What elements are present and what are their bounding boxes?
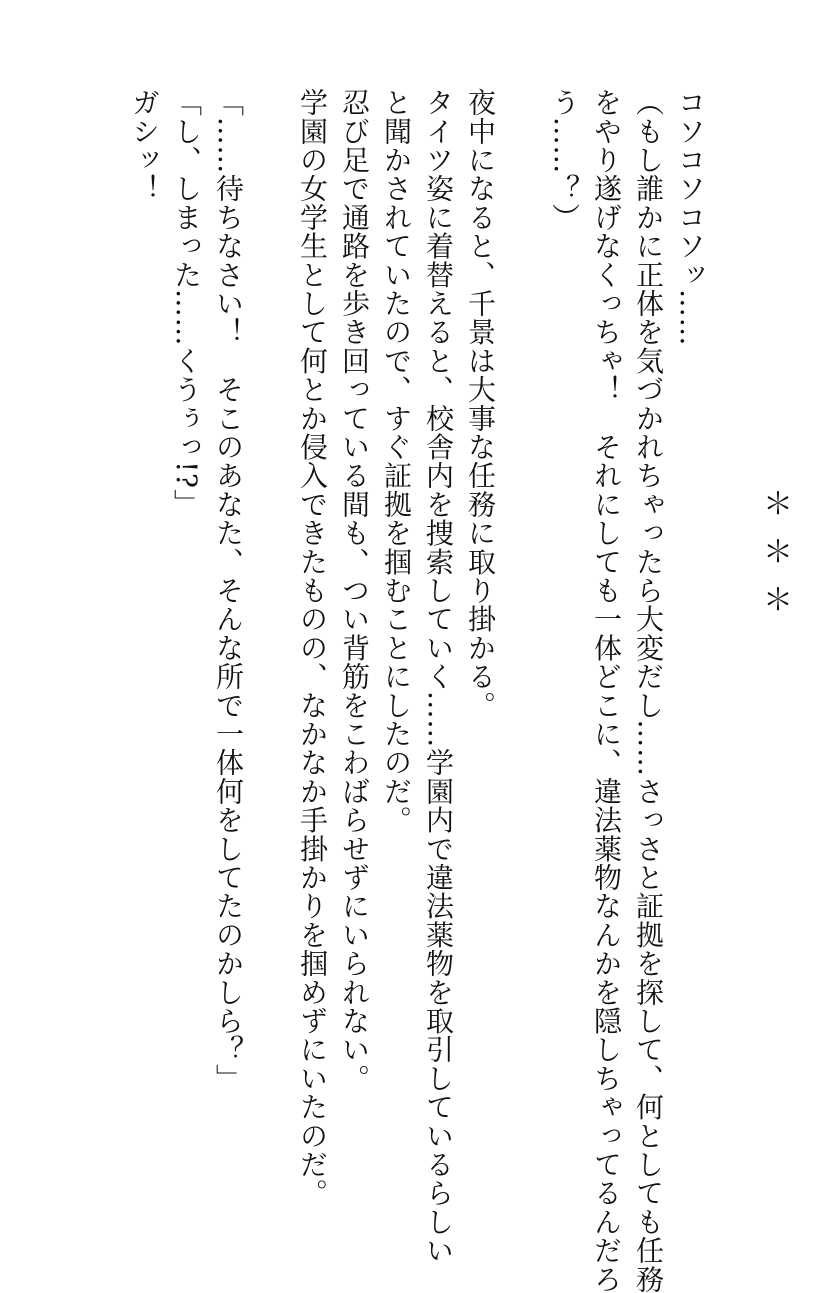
blank-line bbox=[249, 88, 291, 1088]
text-line-8: 忍び足で通路を歩き回っている間も、つい背筋をこわばらせずにいられない。 bbox=[338, 88, 371, 1093]
blank-line bbox=[711, 88, 753, 1088]
text-line-6: タイツ姿に着替えると、校舎内を捜索していく……学園内で違法薬物を取引しているらしい bbox=[422, 88, 455, 1265]
text-line-12: ガシッ！ bbox=[128, 88, 161, 203]
scene-separator: ＊＊＊ bbox=[757, 488, 792, 632]
text-line-9: 学園の女学生として何とか侵入できたものの、なかなか手掛かりを掴めずにいたのだ。 bbox=[296, 88, 329, 1208]
text-line-2: （もし誰かに正体を気づかれちゃったら大変だし……さっさと証拠を探して、何としても任務 bbox=[632, 88, 665, 1293]
vertical-text-block bbox=[123, 88, 795, 1293]
text-line-1: コソコソコソッ…… bbox=[674, 88, 707, 347]
text-line-5: 夜中になると、千景は大事な任務に取り掛かる。 bbox=[464, 88, 497, 720]
text-line-7: と聞かされていたので、すぐ証拠を掴むことにしたのだ。 bbox=[380, 88, 413, 835]
text-line-4: う……？） bbox=[548, 88, 581, 232]
text-line-11: 「し、しまった……くうぅっ!?」 bbox=[170, 88, 203, 518]
text-line-10: 「……待ちなさい！ そこのあなた、そんな所で一体何をしてたのかしら？」 bbox=[212, 88, 245, 1093]
blank-line bbox=[501, 88, 543, 1088]
text-line-3: をやり遂げなくっちゃ！ それにしても一体どこに、違法薬物なんかを隠しちゃってるんだろ bbox=[590, 88, 623, 1293]
